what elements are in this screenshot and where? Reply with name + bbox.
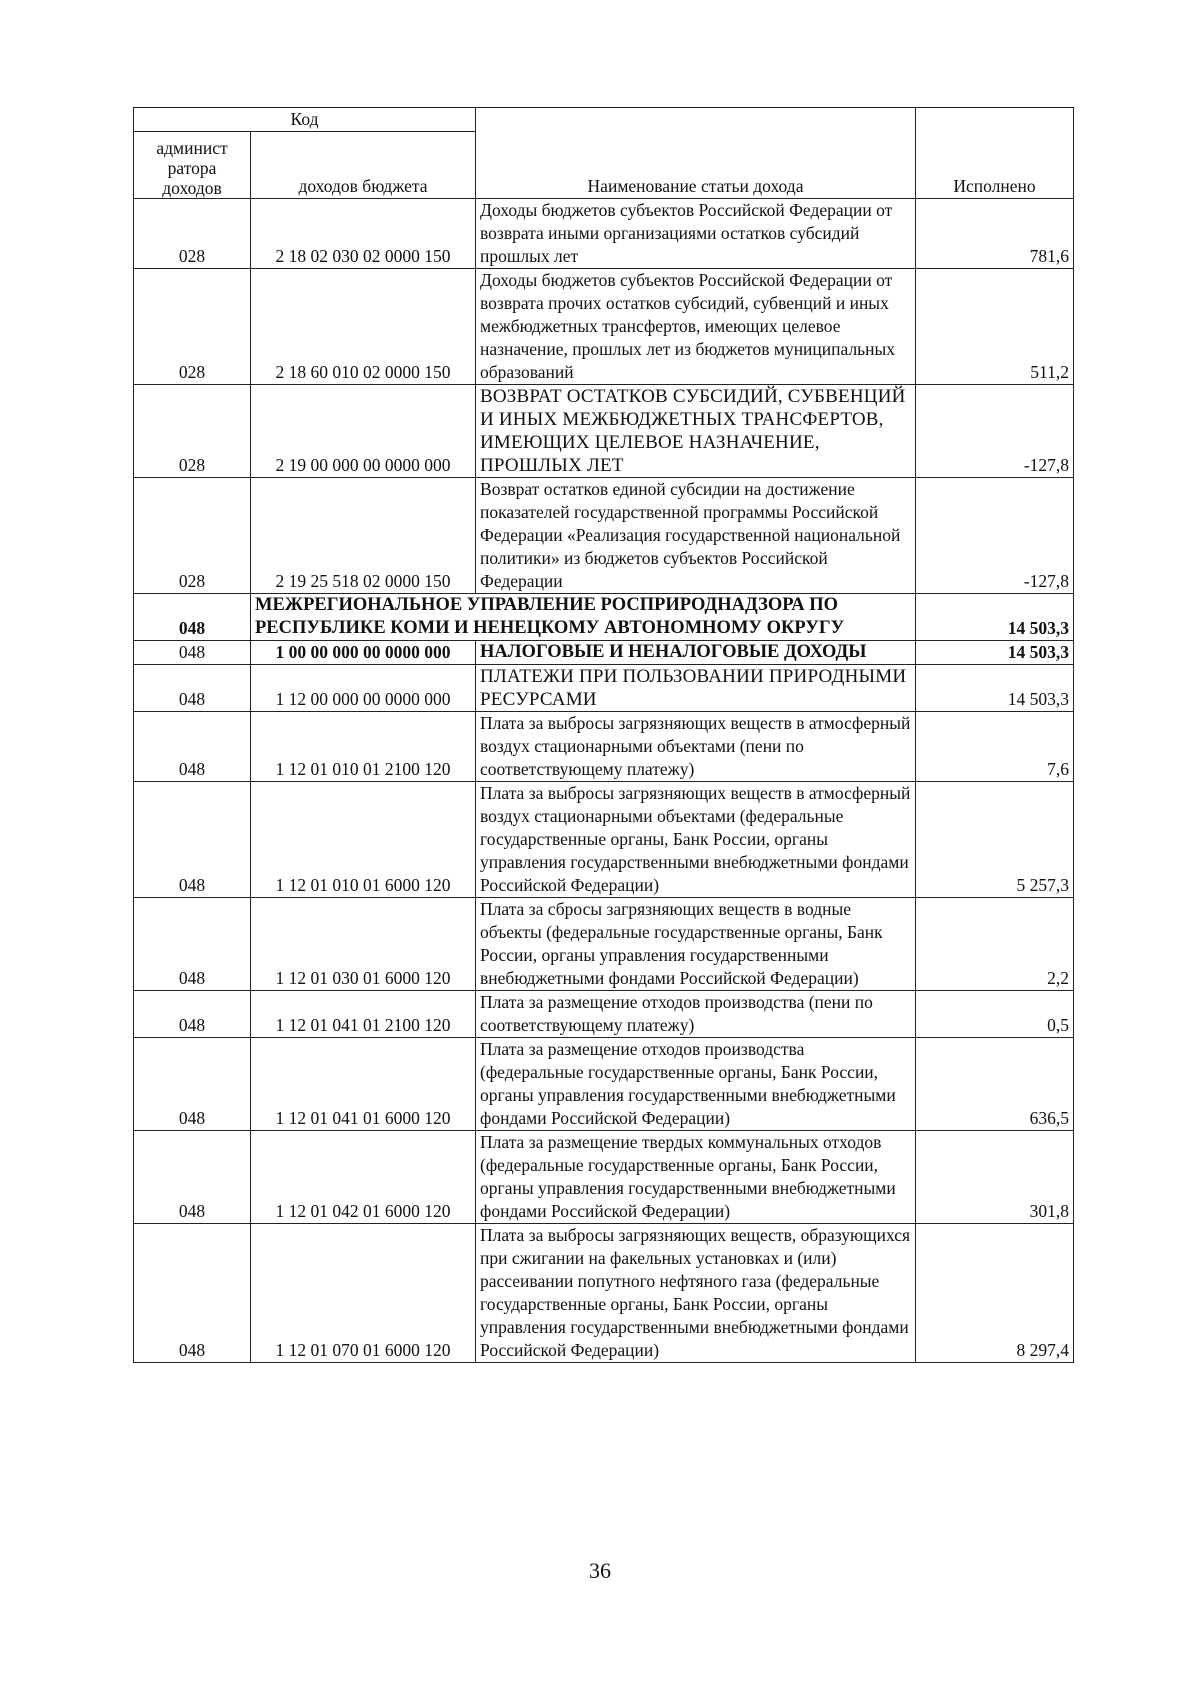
admin-code-cell: 048 <box>134 1131 251 1224</box>
revenue-name-cell: Плата за выбросы загрязняющих веществ в атмосферный воздух стационарными объектами (пени по соответствующему платежу) <box>476 712 916 782</box>
admin-code-cell: 048 <box>134 594 251 641</box>
administrator-name-cell: МЕЖРЕГИОНАЛЬНОЕ УПРАВЛЕНИЕ РОСПРИРОДНАДЗОРА ПО РЕСПУБЛИКЕ КОМИ И НЕНЕЦКОМУ АВТОНОМНОМУ ОКРУГУ <box>251 594 916 641</box>
revenue-table <box>133 107 1074 1363</box>
header-code-group: Код <box>134 108 476 132</box>
admin-code-cell: 048 <box>134 782 251 898</box>
header-executed: Исполнено <box>916 108 1074 199</box>
revenue-name-cell: Плата за размещение твердых коммунальных отходов (федеральные государственные органы, Банк России, органы управления государственными внебюджетными фондами Российской Федерации) <box>476 1131 916 1224</box>
table-row <box>134 641 1074 665</box>
table-row <box>134 898 1074 991</box>
table-row <box>134 712 1074 782</box>
budget-code-cell: 1 12 01 010 01 2100 120 <box>251 712 476 782</box>
budget-code-cell: 1 12 01 030 01 6000 120 <box>251 898 476 991</box>
revenue-name-cell: Плата за размещение отходов производства (федеральные государственные органы, Банк России, органы управления государственными внебюджетными фондами Российской Федерации) <box>476 1038 916 1131</box>
executed-amount-cell: 2,2 <box>916 898 1074 991</box>
admin-code-cell: 028 <box>134 269 251 385</box>
executed-amount-cell: 7,6 <box>916 712 1074 782</box>
executed-amount-cell: 636,5 <box>916 1038 1074 1131</box>
admin-code-cell: 048 <box>134 991 251 1038</box>
revenue-name-cell: Плата за выбросы загрязняющих веществ, образующихся при сжигании на факельных установках и (или) рассеивании попутного нефтяного газа (федеральные государственные органы, Банк России, органы управления государственными внебюджетными фондами Российской Федерации) <box>476 1224 916 1363</box>
table-row <box>134 1131 1074 1224</box>
revenue-name-cell: НАЛОГОВЫЕ И НЕНАЛОГОВЫЕ ДОХОДЫ <box>476 641 916 665</box>
table-row <box>134 1224 1074 1363</box>
revenue-name-cell: Доходы бюджетов субъектов Российской Федерации от возврата иными организациями остатков субсидий прошлых лет <box>476 199 916 269</box>
admin-code-cell: 048 <box>134 898 251 991</box>
table-row <box>134 782 1074 898</box>
header-administrator-line: админист <box>156 138 228 158</box>
budget-code-cell: 1 12 01 041 01 2100 120 <box>251 991 476 1038</box>
admin-code-cell: 028 <box>134 385 251 478</box>
revenue-name-cell: Плата за выбросы загрязняющих веществ в атмосферный воздух стационарными объектами (федеральные государственные органы, Банк России, органы управления государственными внебюджетными фондами Российской Федерации) <box>476 782 916 898</box>
executed-amount-cell: 781,6 <box>916 199 1074 269</box>
executed-amount-cell: 8 297,4 <box>916 1224 1074 1363</box>
admin-code-cell: 028 <box>134 478 251 594</box>
executed-amount-cell: 5 257,3 <box>916 782 1074 898</box>
executed-amount-cell: -127,8 <box>916 385 1074 478</box>
budget-code-cell: 1 00 00 000 00 0000 000 <box>251 641 476 665</box>
executed-amount-cell: -127,8 <box>916 478 1074 594</box>
admin-code-cell: 048 <box>134 1038 251 1131</box>
header-administrator <box>134 132 251 199</box>
table-row <box>134 478 1074 594</box>
revenue-name-cell: ПЛАТЕЖИ ПРИ ПОЛЬЗОВАНИИ ПРИРОДНЫМИ РЕСУРСАМИ <box>476 665 916 712</box>
admin-code-cell: 048 <box>134 665 251 712</box>
table-row <box>134 1038 1074 1131</box>
header-administrator-line: доходов <box>162 178 222 198</box>
budget-code-cell: 2 18 02 030 02 0000 150 <box>251 199 476 269</box>
page-number: 36 <box>589 1558 611 1583</box>
admin-code-cell: 048 <box>134 641 251 665</box>
budget-code-cell: 2 19 00 000 00 0000 000 <box>251 385 476 478</box>
table-row <box>134 991 1074 1038</box>
table-row <box>134 199 1074 269</box>
budget-code-cell: 2 19 25 518 02 0000 150 <box>251 478 476 594</box>
table-row-administrator <box>134 594 1074 641</box>
admin-code-cell: 048 <box>134 1224 251 1363</box>
revenue-name-cell: Доходы бюджетов субъектов Российской Федерации от возврата прочих остатков субсидий, субвенций и иных межбюджетных трансфертов, имеющих целевое назначение, прошлых лет из бюджетов муниципальных образований <box>476 269 916 385</box>
revenue-name-cell: Возврат остатков единой субсидии на достижение показателей государственной программы Российской Федерации «Реализация государственной национальной политики» из бюджетов субъектов Российской Федерации <box>476 478 916 594</box>
table-row <box>134 269 1074 385</box>
revenue-name-cell: Плата за размещение отходов производства (пени по соответствующему платежу) <box>476 991 916 1038</box>
admin-code-cell: 028 <box>134 199 251 269</box>
executed-amount-cell: 14 503,3 <box>916 665 1074 712</box>
budget-code-cell: 2 18 60 010 02 0000 150 <box>251 269 476 385</box>
budget-code-cell: 1 12 01 010 01 6000 120 <box>251 782 476 898</box>
budget-code-cell: 1 12 01 042 01 6000 120 <box>251 1131 476 1224</box>
table-header-row <box>134 108 1074 132</box>
executed-amount-cell: 301,8 <box>916 1131 1074 1224</box>
header-budget-code: доходов бюджета <box>251 132 476 199</box>
executed-amount-cell: 511,2 <box>916 269 1074 385</box>
budget-code-cell: 1 12 01 070 01 6000 120 <box>251 1224 476 1363</box>
table-row <box>134 665 1074 712</box>
executed-amount-cell: 14 503,3 <box>916 641 1074 665</box>
header-revenue-name: Наименование статьи дохода <box>476 108 916 199</box>
executed-amount-cell: 0,5 <box>916 991 1074 1038</box>
revenue-name-cell: Плата за сбросы загрязняющих веществ в водные объекты (федеральные государственные органы, Банк России, органы управления государственными внебюджетными фондами Российской Федерации) <box>476 898 916 991</box>
header-administrator-line: ратора <box>167 158 217 178</box>
table-row <box>134 385 1074 478</box>
revenue-name-cell: ВОЗВРАТ ОСТАТКОВ СУБСИДИЙ, СУБВЕНЦИЙ И ИНЫХ МЕЖБЮДЖЕТНЫХ ТРАНСФЕРТОВ, ИМЕЮЩИХ ЦЕЛЕВОЕ НАЗНАЧЕНИЕ, ПРОШЛЫХ ЛЕТ <box>476 385 916 478</box>
admin-code-cell: 048 <box>134 712 251 782</box>
budget-code-cell: 1 12 01 041 01 6000 120 <box>251 1038 476 1131</box>
budget-code-cell: 1 12 00 000 00 0000 000 <box>251 665 476 712</box>
executed-amount-cell: 14 503,3 <box>916 594 1074 641</box>
